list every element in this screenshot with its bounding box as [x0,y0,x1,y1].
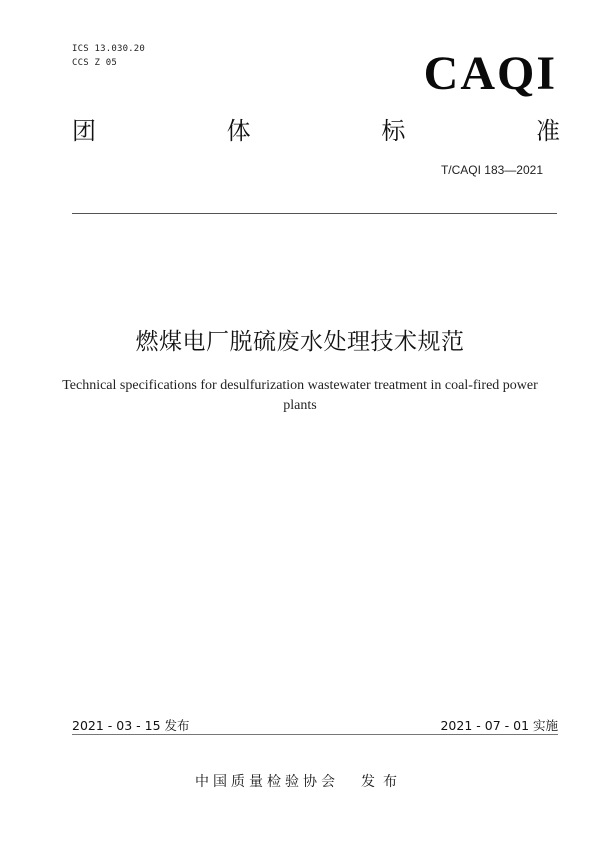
caqi-logo: CAQI [423,47,557,100]
header-divider [72,213,557,214]
publish-date: 2021 - 03 - 15 发布 [72,718,190,733]
publisher-organization: 中国质量检验协会 [195,774,339,790]
document-title-english [52,376,548,416]
ccs-code: CCS Z 05 [72,58,117,68]
standard-type-heading [72,116,560,146]
implement-date: 2021 - 07 - 01 实施 [440,718,558,733]
publisher-action: 发布 [361,774,405,790]
publisher-line [0,772,600,792]
heading-char: 准 [535,117,560,145]
footer-divider [72,734,558,735]
heading-char: 标 [381,117,406,145]
date-row [72,718,558,734]
heading-char: 体 [226,117,251,145]
title-en-line-2: plants [283,398,317,413]
heading-char: 团 [72,117,96,145]
standard-number: T/CAQI 183—2021 [440,163,543,177]
classification-codes [72,42,145,70]
ics-code: ICS 13.030.20 [72,44,146,54]
document-title-chinese: 燃煤电厂脱硫废水处理技术规范 [135,329,465,355]
title-en-line-1: Technical specifications for desulfurization wastewater treatment in coal-fired power [62,378,538,393]
